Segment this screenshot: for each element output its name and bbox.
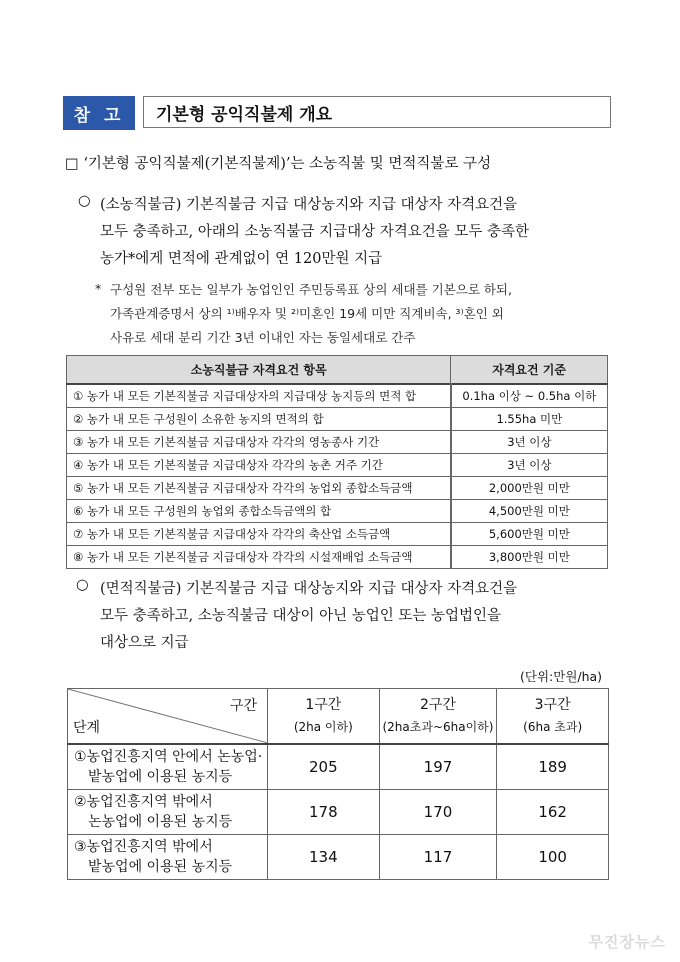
table-row: [68, 835, 609, 880]
table-header-row: [67, 356, 608, 385]
stage-label: [68, 790, 268, 835]
section-name: 3구간: [534, 697, 571, 713]
footnote-line-3: 사유로 세대 분리 기간 3년 이내인 자는 동일세대로 간주: [110, 330, 416, 345]
criterion-item: ⑥ 농가 내 모든 구성원의 농업외 종합소득금액의 합: [67, 500, 451, 523]
stage-label-line-1: ③농업진흥지역 밖에서: [74, 839, 213, 855]
stage-label-line-2: 논농업에 이용된 농지등: [88, 814, 233, 830]
footnote-line-1: 구성원 전부 또는 일부가 농업인인 주민등록표 상의 세대를 기본으로 하되,: [110, 282, 512, 297]
criterion-value: 4,500만원 미만: [451, 500, 608, 523]
diagonal-corner-cell: [68, 689, 268, 745]
table-row: [67, 454, 608, 477]
column-header-criterion: 자격요건 기준: [451, 356, 608, 385]
payment-value: 197: [379, 744, 497, 790]
small-farm-line-1: (소농직불금) 기본직불금 지급 대상농지와 지급 대상자 자격요건을: [100, 197, 518, 213]
criterion-item: ① 농가 내 모든 기본직불금 지급대상자의 지급대상 농지등의 면적 합: [67, 384, 451, 408]
section-range: (2ha초과~6ha이하): [382, 720, 494, 734]
area-payment-table: [67, 688, 609, 880]
corner-label-section: 구간: [229, 698, 257, 714]
stage-label-line-1: ②농업진흥지역 밖에서: [74, 794, 213, 810]
stage-label: [68, 744, 268, 790]
table-header-row: [68, 689, 609, 745]
payment-value: 100: [497, 835, 609, 880]
small-farm-line-3: 농가*에게 면적에 관계없이 연 120만원 지급: [100, 251, 383, 267]
column-header-section-2: [379, 689, 497, 745]
small-farm-bullet: ○: [78, 193, 91, 209]
footnote-mark: *: [95, 281, 102, 296]
table-row: [67, 431, 608, 454]
payment-value: 162: [497, 790, 609, 835]
column-header-item: 소농직불금 자격요건 항목: [67, 356, 451, 385]
criterion-value: 5,600만원 미만: [451, 523, 608, 546]
small-farm-line-2: 모두 충족하고, 아래의 소농직불금 지급대상 자격요건을 모두 충족한: [100, 224, 530, 240]
table-row: [67, 477, 608, 500]
criterion-value: 3,800만원 미만: [451, 546, 608, 569]
unit-label: (단위:만원/ha): [520, 669, 603, 684]
section-range: (6ha 초과): [523, 720, 583, 734]
section-name: 2구간: [420, 697, 456, 713]
payment-value: 189: [497, 744, 609, 790]
payment-value: 170: [379, 790, 497, 835]
payment-value: 117: [379, 835, 497, 880]
stage-label-line-2: 밭농업에 이용된 농지등: [88, 769, 233, 785]
area-payment-line-1: (면적직불금) 기본직불금 지급 대상농지와 지급 대상자 자격요건을: [100, 581, 518, 597]
checkbox-square-icon: □: [65, 156, 79, 172]
criterion-value: 3년 이상: [451, 454, 608, 477]
stage-label-line-1: ①농업진흥지역 안에서 논농업·: [74, 749, 263, 765]
table-row: [68, 790, 609, 835]
stage-label-line-2: 밭농업에 이용된 농지등: [88, 859, 233, 875]
section-name: 1구간: [305, 697, 342, 713]
criterion-value: 0.1ha 이상 ~ 0.5ha 이하: [451, 384, 608, 408]
criterion-item: ③ 농가 내 모든 기본직불금 지급대상자 각각의 영농종사 기간: [67, 431, 451, 454]
criterion-value: 1.55ha 미만: [451, 408, 608, 431]
column-header-section-3: [497, 689, 609, 745]
section-range: (2ha 이하): [293, 720, 353, 734]
payment-value: 178: [267, 790, 379, 835]
payment-value: 134: [267, 835, 379, 880]
criterion-item: ⑦ 농가 내 모든 기본직불금 지급대상자 각각의 축산업 소득금액: [67, 523, 451, 546]
payment-value: 205: [267, 744, 379, 790]
criterion-item: ⑧ 농가 내 모든 기본직불금 지급대상자 각각의 시설재배업 소득금액: [67, 546, 451, 569]
table-row: [67, 500, 608, 523]
table-row: [67, 384, 608, 408]
footnote-line-2: 가족관계증명서 상의 ¹⁾배우자 및 ²⁾미혼인 19세 미만 직계비속, ³⁾혼인 외: [110, 306, 504, 321]
area-payment-bullet: ○: [76, 577, 89, 593]
small-farm-criteria-table: [66, 355, 608, 569]
corner-label-stage: 단계: [73, 720, 101, 736]
reference-badge: 참 고: [63, 96, 135, 130]
table-row: [67, 546, 608, 569]
watermark-logo: 무진장뉴스: [588, 933, 666, 951]
table-row: [67, 408, 608, 431]
stage-label: [68, 835, 268, 880]
criterion-item: ④ 농가 내 모든 기본직불금 지급대상자 각각의 농촌 거주 기간: [67, 454, 451, 477]
criterion-item: ② 농가 내 모든 구성원이 소유한 농지의 면적의 합: [67, 408, 451, 431]
area-payment-line-3: 대상으로 지급: [100, 635, 189, 651]
criterion-value: 3년 이상: [451, 431, 608, 454]
column-header-section-1: [267, 689, 379, 745]
area-payment-line-2: 모두 충족하고, 소농직불금 대상이 아닌 농업인 또는 농업법인을: [100, 608, 502, 624]
table-row: [67, 523, 608, 546]
table-row: [68, 744, 609, 790]
intro-line: [65, 152, 491, 173]
criterion-item: ⑤ 농가 내 모든 기본직불금 지급대상자 각각의 농업외 종합소득금액: [67, 477, 451, 500]
document-title: 기본형 공익직불제 개요: [143, 96, 611, 128]
intro-text: ‘기본형 공익직불제(기본직불제)’는 소농직불 및 면적직불로 구성: [83, 156, 492, 172]
criterion-value: 2,000만원 미만: [451, 477, 608, 500]
